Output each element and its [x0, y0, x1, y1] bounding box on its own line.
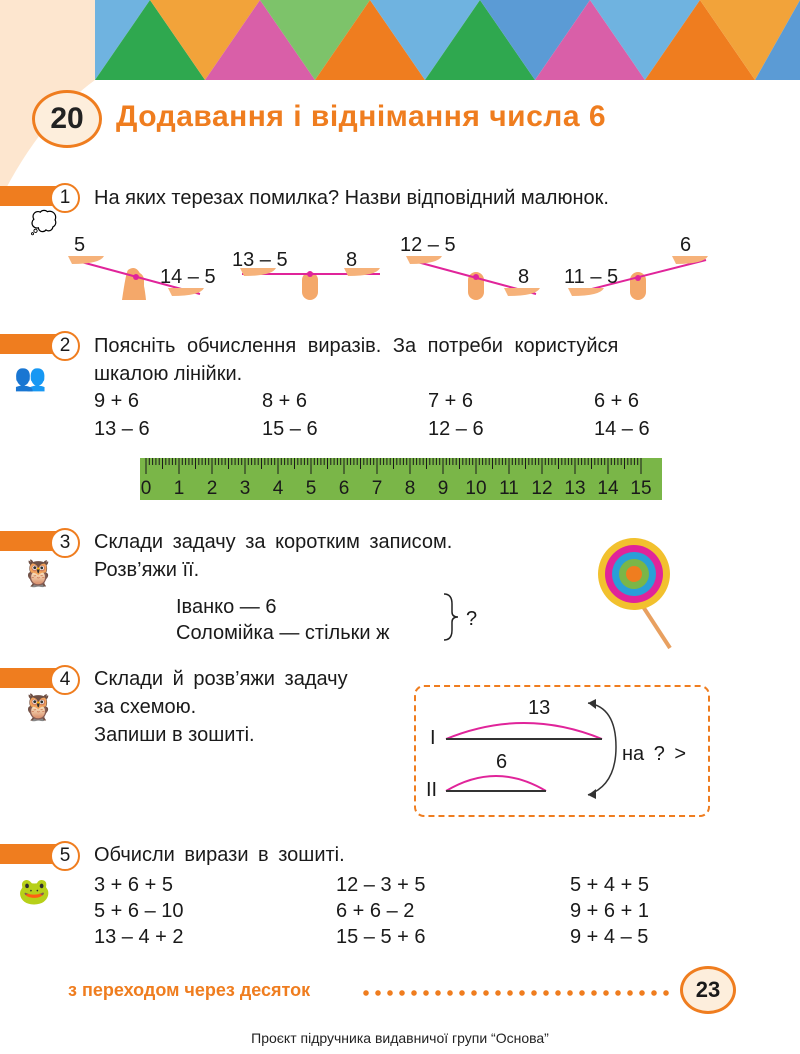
- task-text: Обчисли вирази в зошиті.: [94, 844, 345, 866]
- scale-4-right: 6: [680, 234, 692, 256]
- ruler-number: 6: [338, 478, 350, 499]
- scale-1-left: 5: [74, 234, 86, 256]
- thought-question-icon: 💭: [30, 210, 58, 235]
- short-note-line2: Соломійка — стільки ж: [176, 622, 390, 644]
- task-number: 2: [50, 331, 80, 361]
- scale-2-right: 8: [346, 249, 358, 271]
- expression: 7 + 6: [428, 390, 474, 412]
- ruler-number: 11: [499, 478, 519, 499]
- scale-4-left: 11 – 5: [564, 266, 619, 288]
- frog-graduate-icon: 🐸: [18, 876, 51, 906]
- expression: 12 – 3 + 5: [336, 874, 426, 896]
- ruler-scale: [140, 478, 662, 500]
- scheme-diagram: [414, 685, 710, 817]
- curly-brace: [440, 592, 460, 642]
- task-text-line2: за схемою.: [94, 696, 197, 718]
- task-text-line1: Склади й розв’яжи задачу: [94, 668, 348, 690]
- lesson-number: 20: [32, 90, 102, 148]
- segment-value-1: 13: [528, 697, 551, 719]
- publisher-credit: Проєкт підручника видавничої групи “Основа”: [251, 1030, 549, 1046]
- segment-label-1: I: [430, 727, 436, 749]
- page-number: 23: [680, 966, 736, 1014]
- task-number: 5: [50, 841, 80, 871]
- ruler-number: 15: [630, 478, 652, 499]
- expression: 3 + 6 + 5: [94, 874, 173, 896]
- compare-label: на ? >: [622, 743, 687, 765]
- expression: 9 + 4 – 5: [570, 926, 649, 948]
- decorative-banner: [0, 0, 800, 80]
- scale-2-left: 13 – 5: [232, 249, 288, 271]
- owl-icon: 🦉: [22, 692, 55, 722]
- task-number: 1: [50, 183, 80, 213]
- expression: 6 + 6 – 2: [336, 900, 415, 922]
- task-number: 4: [50, 665, 80, 695]
- expression: 9 + 6: [94, 390, 140, 412]
- segment-label-2: II: [426, 779, 438, 801]
- ruler-number: 5: [305, 478, 317, 499]
- task-text: На яких терезах помилка? Назви відповідний малюнок.: [94, 187, 609, 209]
- scale-3-left: 12 – 5: [400, 234, 456, 256]
- task-text-line1: Поясніть обчислення виразів. За потреби користуйся: [94, 335, 619, 357]
- expression: 15 – 6: [262, 418, 318, 440]
- dotted-leader: [360, 990, 675, 996]
- task-text-line1: Склади задачу за коротким записом.: [94, 531, 453, 553]
- scale-3-right: 8: [518, 266, 530, 288]
- expression: 14 – 6: [594, 418, 650, 440]
- lesson-title: Додавання і віднімання числа 6: [116, 100, 607, 133]
- ruler-number: 2: [206, 478, 218, 499]
- balance-scales: [60, 232, 720, 302]
- ruler-number: 0: [140, 478, 152, 499]
- expression: 5 + 4 + 5: [570, 874, 649, 896]
- ruler-number: 4: [272, 478, 284, 499]
- task-text-line2: шкалою лінійки.: [94, 363, 243, 385]
- pair-work-icon: 👥: [14, 362, 47, 392]
- lollipop-icon: [590, 534, 680, 650]
- task-number: 3: [50, 528, 80, 558]
- expression: 5 + 6 – 10: [94, 900, 184, 922]
- expression: 9 + 6 + 1: [570, 900, 649, 922]
- ruler-number: 1: [173, 478, 185, 499]
- ruler-number: 10: [465, 478, 487, 499]
- section-footer: з переходом через десяток: [68, 980, 311, 1000]
- ruler-number: 8: [404, 478, 416, 499]
- scale-1-right: 14 – 5: [160, 266, 216, 288]
- question-mark: ?: [466, 608, 478, 630]
- task-text-line2: Розв’яжи її.: [94, 559, 200, 581]
- expression: 6 + 6: [594, 390, 640, 412]
- short-note-line1: Іванко — 6: [176, 596, 277, 618]
- ruler-number: 13: [564, 478, 586, 499]
- task-text-line3: Запиши в зошиті.: [94, 724, 255, 746]
- expression: 15 – 5 + 6: [336, 926, 426, 948]
- owl-icon: 🦉: [22, 558, 55, 588]
- ruler-number: 7: [371, 478, 383, 499]
- ruler-ticks: [140, 458, 662, 478]
- expression: 12 – 6: [428, 418, 484, 440]
- ruler-number: 9: [437, 478, 449, 499]
- expression: 8 + 6: [262, 390, 308, 412]
- ruler-number: 12: [531, 478, 553, 499]
- scale-2: [240, 268, 380, 300]
- ruler-number: 14: [597, 478, 619, 499]
- expression: 13 – 4 + 2: [94, 926, 184, 948]
- ruler-number: 3: [239, 478, 251, 499]
- segment-value-2: 6: [496, 751, 508, 773]
- expression: 13 – 6: [94, 418, 150, 440]
